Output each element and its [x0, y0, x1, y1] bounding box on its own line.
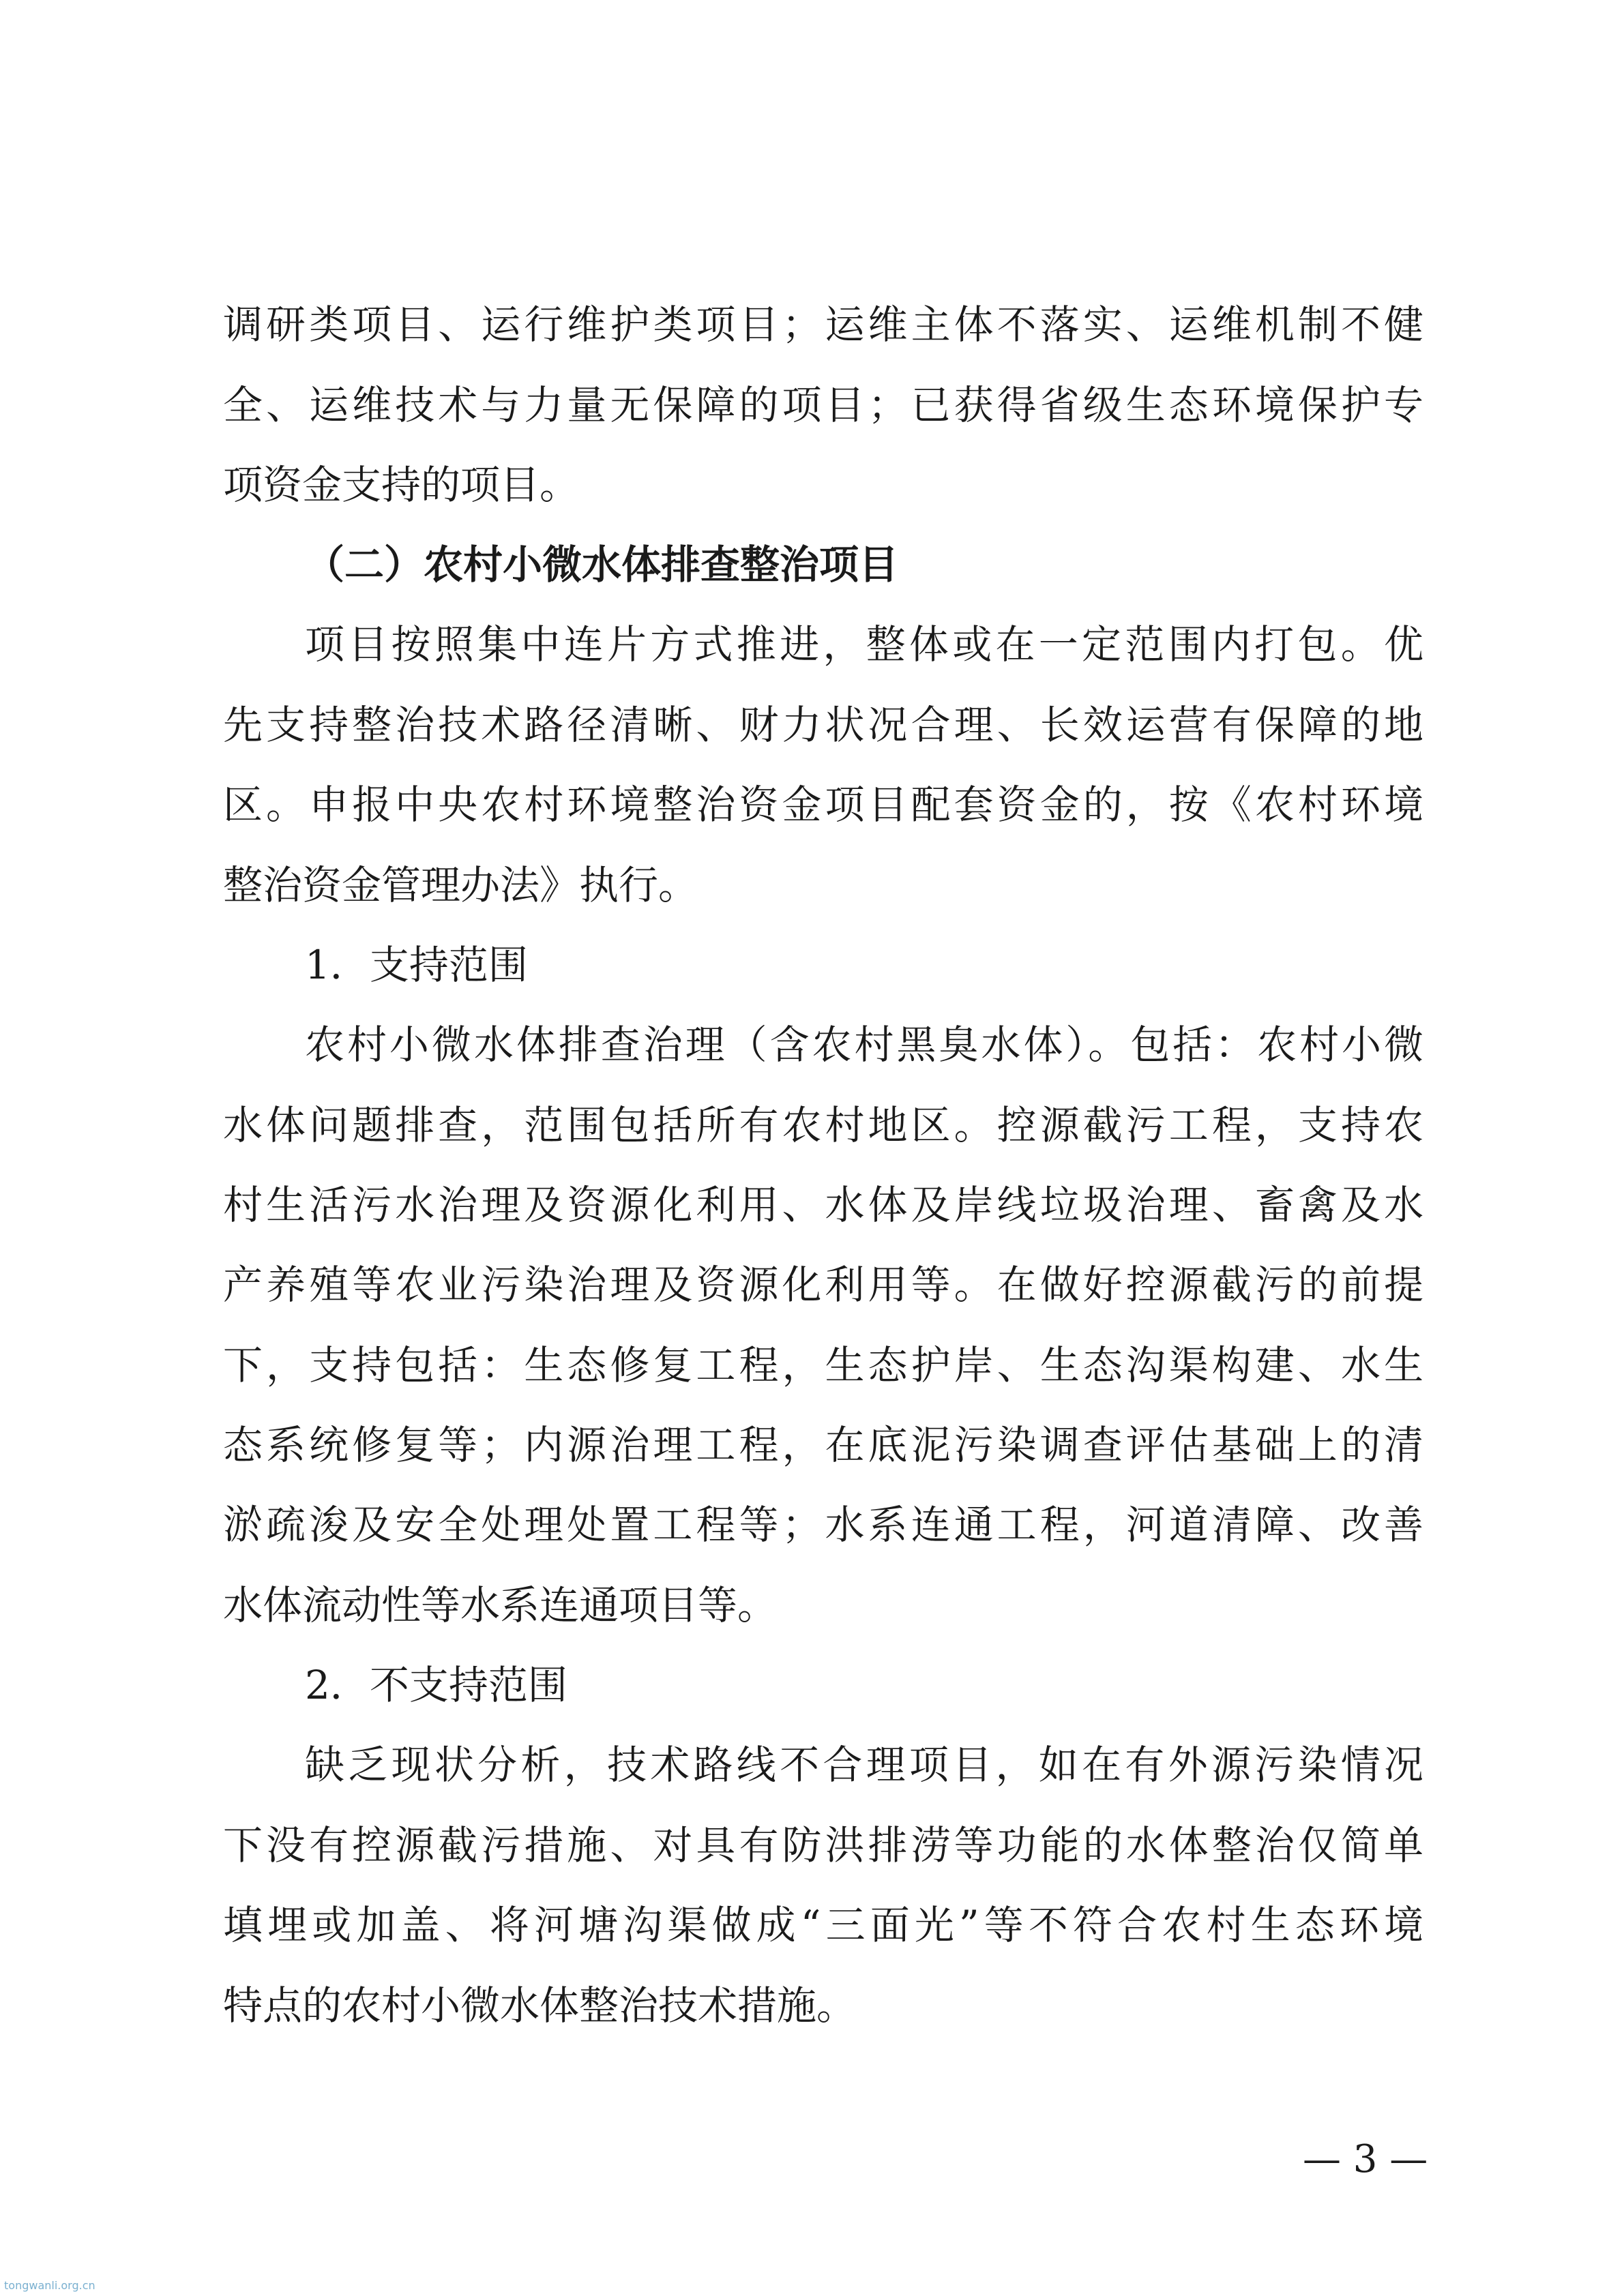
paragraph-3-line-8: 水体流动性等水系连通项目等。 — [223, 1582, 778, 1628]
paragraph-4-line-2: 下没有控源截污措施、对具有防洪排涝等功能的水体整治仅简单 — [223, 1822, 1423, 1868]
section-heading-rural-water: （二）农村小微水体排查整治项目 — [305, 541, 899, 588]
subheading-unsupported-scope: 2．不支持范围 — [305, 1662, 567, 1708]
paragraph-2-line-1: 项目按照集中连片方式推进，整体或在一定范围内打包。优 — [305, 621, 1423, 668]
paragraph-1-line-1: 调研类项目、运行维护类项目；运维主体不落实、运维机制不健 — [223, 301, 1423, 348]
paragraph-3-line-1: 农村小微水体排查治理（含农村黑臭水体）。包括：农村小微 — [305, 1022, 1423, 1068]
paragraph-3-line-5: 下，支持包括：生态修复工程，生态护岸、生态沟渠构建、水生 — [223, 1342, 1423, 1388]
page-number: — 3 — — [1303, 2137, 1428, 2181]
paragraph-2-line-3: 区。申报中央农村环境整治资金项目配套资金的，按《农村环境 — [223, 781, 1423, 828]
paragraph-3-line-4: 产养殖等农业污染治理及资源化利用等。在做好控源截污的前提 — [223, 1262, 1423, 1308]
paragraph-4-line-1: 缺乏现状分析，技术路线不合理项目，如在有外源污染情况 — [305, 1742, 1423, 1788]
paragraph-1-line-2: 全、运维技术与力量无保障的项目；已获得省级生态环境保护专 — [223, 382, 1423, 428]
paragraph-2-line-4: 整治资金管理办法》执行。 — [223, 862, 698, 908]
paragraph-2-line-2: 先支持整治技术路径清晰、财力状况合理、长效运营有保障的地 — [223, 702, 1423, 748]
paragraph-3-line-3: 村生活污水治理及资源化利用、水体及岸线垃圾治理、畜禽及水 — [223, 1182, 1423, 1228]
paragraph-1-line-3: 项资金支持的项目。 — [223, 462, 580, 508]
subheading-support-scope: 1．支持范围 — [305, 942, 528, 988]
paragraph-4-line-3: 填埋或加盖、将河塘沟渠做成“三面光”等不符合农村生态环境 — [223, 1902, 1423, 1948]
paragraph-4-line-4: 特点的农村小微水体整治技术措施。 — [223, 1982, 857, 2029]
paragraph-3-line-2: 水体问题排查，范围包括所有农村地区。控源截污工程，支持农 — [223, 1102, 1423, 1148]
paragraph-3-line-6: 态系统修复等；内源治理工程，在底泥污染调查评估基础上的清 — [223, 1422, 1423, 1468]
paragraph-3-line-7: 淤疏浚及安全处理处置工程等；水系连通工程，河道清障、改善 — [223, 1502, 1423, 1548]
watermark-text: tongwanli.org.cn — [4, 2279, 95, 2292]
